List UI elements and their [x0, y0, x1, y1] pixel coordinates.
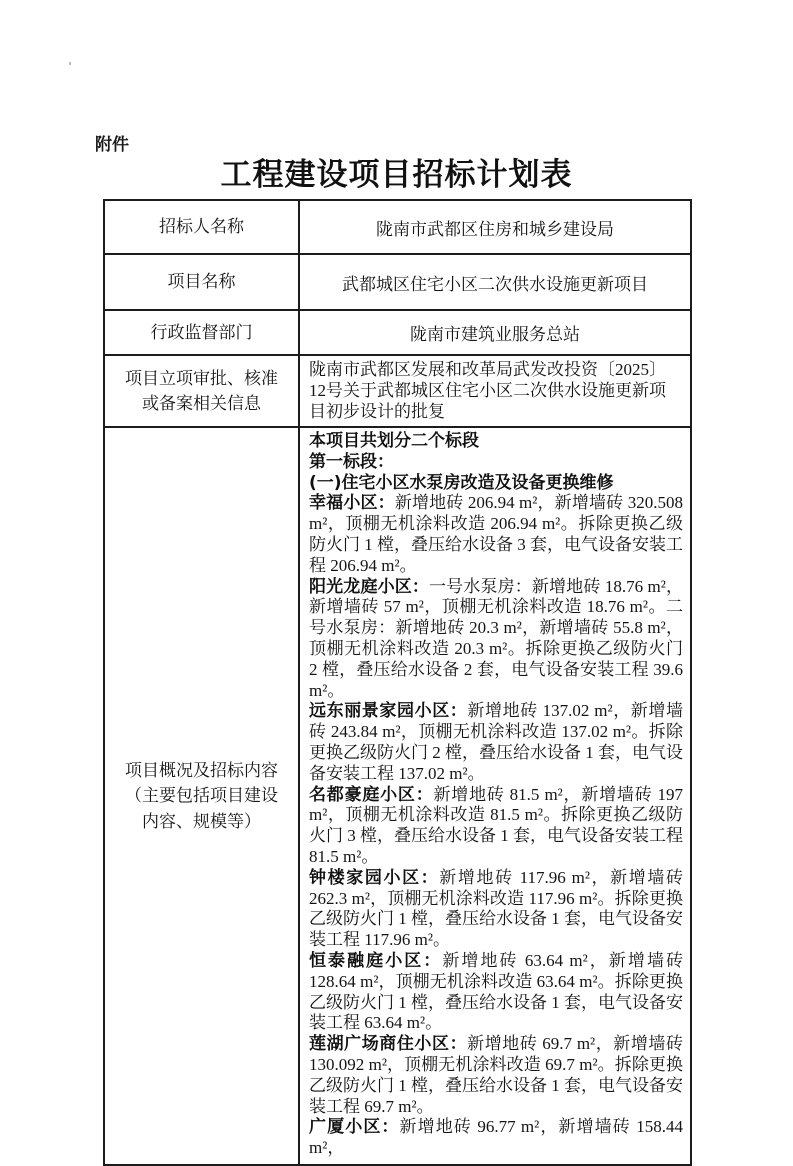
community-detail: 新增地砖 81.5 m²，新增墙砖 197 m²，顶棚无机涂料改造 81.5 m²。拆除更换乙级防火门 3 樘，叠压给水设备 1 套，电气设备安装工程 81.5 m²。	[309, 784, 684, 866]
table-row-project-name	[104, 254, 691, 310]
scan-speck	[69, 62, 71, 65]
community-name: 名都豪庭小区：	[309, 784, 434, 805]
table-row-bidder	[104, 200, 691, 254]
community-name: 恒泰融庭小区：	[309, 950, 443, 971]
community-item-guangsha	[309, 1117, 683, 1159]
community-item-yuandonglijing	[309, 701, 683, 784]
row-value-bidder: 陇南市武都区住房和城乡建设局	[299, 200, 691, 254]
row-value-approval-info: 陇南市武都区发展和改革局武发改投资〔2025〕12号关于武都城区住宅小区二次供水设施更新项目初步设计的批复	[299, 355, 691, 427]
community-name: 莲湖广场商住小区：	[309, 1034, 468, 1055]
community-detail: 新增地砖 63.64 m²，新增墙砖 128.64 m²，顶棚无机涂料改造 63.64 m²。拆除更换乙级防火门 1 樘，叠压给水设备 1 套，电气设备安装工程 63.64 m²。	[309, 950, 683, 1033]
bidding-plan-table	[103, 199, 692, 1166]
community-detail: 新增地砖 117.96 m²，新增墙砖 262.3 m²，顶棚无机涂料改造 117.96 m²。拆除更换乙级防火门 1 樘，叠压给水设备 1 套，电气设备安装工程 117.96 m²。	[309, 867, 683, 950]
community-item-yangguanglongting	[309, 577, 683, 702]
community-detail: 新增地砖 137.02 m²，新增墙砖 243.84 m²，顶棚无机涂料改造 137.02 m²。拆除更换乙级防火门 2 樘，叠压给水设备 1 套，电气设备安装工程 137.02 m²。	[309, 701, 684, 783]
community-item-zhonglou	[309, 868, 683, 951]
community-name: 幸福小区：	[309, 493, 395, 514]
row-label-supervisor: 行政监督部门	[104, 310, 299, 355]
row-value-supervisor: 陇南市建筑业服务总站	[299, 310, 691, 355]
community-name: 阳光龙庭小区：	[309, 576, 430, 597]
table-row-project-overview	[104, 427, 691, 1165]
community-name: 广厦小区：	[309, 1117, 400, 1138]
attachment-label: 附件	[95, 135, 129, 155]
community-item-mingduhaoting	[309, 785, 683, 868]
community-detail: 一号水泵房：新增地砖 18.76 m²，新增墙砖 57 m²，顶棚无机涂料改造 18.76 m²。二号水泵房：新增地砖 20.3 m²，新增墙砖 55.8 m²，顶棚无机涂料改造 20.3 m²。拆除更换乙级防火门 2 樘，叠压给水设备 2 套，电气设备安装工程 39.6 m²。	[309, 576, 683, 700]
community-item-xingfu	[309, 493, 683, 576]
community-name: 远东丽景家园小区：	[309, 701, 468, 722]
project-overview-cell	[299, 427, 691, 1165]
community-item-lianhuguangchang	[309, 1034, 683, 1117]
row-label-approval-info: 项目立项审批、核准或备案相关信息	[104, 355, 299, 427]
community-detail: 新增地砖 96.77 m²，新增墙砖 158.44 m²，	[309, 1117, 684, 1158]
overview-heading-scope: (一)住宅小区水泵房改造及设备更换维修	[309, 472, 614, 493]
overview-heading-sections: 本项目共划分二个标段	[309, 431, 479, 451]
row-value-project-name: 武都城区住宅小区二次供水设施更新项目	[299, 254, 691, 310]
page-title: 工程建设项目招标计划表	[220, 157, 573, 193]
community-detail: 新增地砖 69.7 m²，新增墙砖 130.092 m²，顶棚无机涂料改造 69.7 m²。拆除更换乙级防火门 1 樘，叠压给水设备 1 套，电气设备安装工程 69.7 m²。	[309, 1034, 683, 1116]
community-item-hengtairongting	[309, 951, 683, 1034]
row-label-project-name: 项目名称	[104, 254, 299, 310]
table-row-supervisor	[104, 310, 691, 355]
row-label-project-overview: 项目概况及招标内容（主要包括项目建设内容、规模等）	[104, 427, 299, 1165]
row-label-bidder: 招标人名称	[104, 200, 299, 254]
table-row-approval-info	[104, 355, 691, 427]
community-detail: 新增地砖 206.94 m²，新增墙砖 320.508 m²，顶棚无机涂料改造 206.94 m²。拆除更换乙级防火门 1 樘，叠压给水设备 3 套，电气设备安装工程 206.94 m²。	[309, 493, 683, 575]
community-name: 钟楼家园小区：	[309, 867, 440, 888]
overview-heading-section1: 第一标段：	[309, 451, 394, 472]
